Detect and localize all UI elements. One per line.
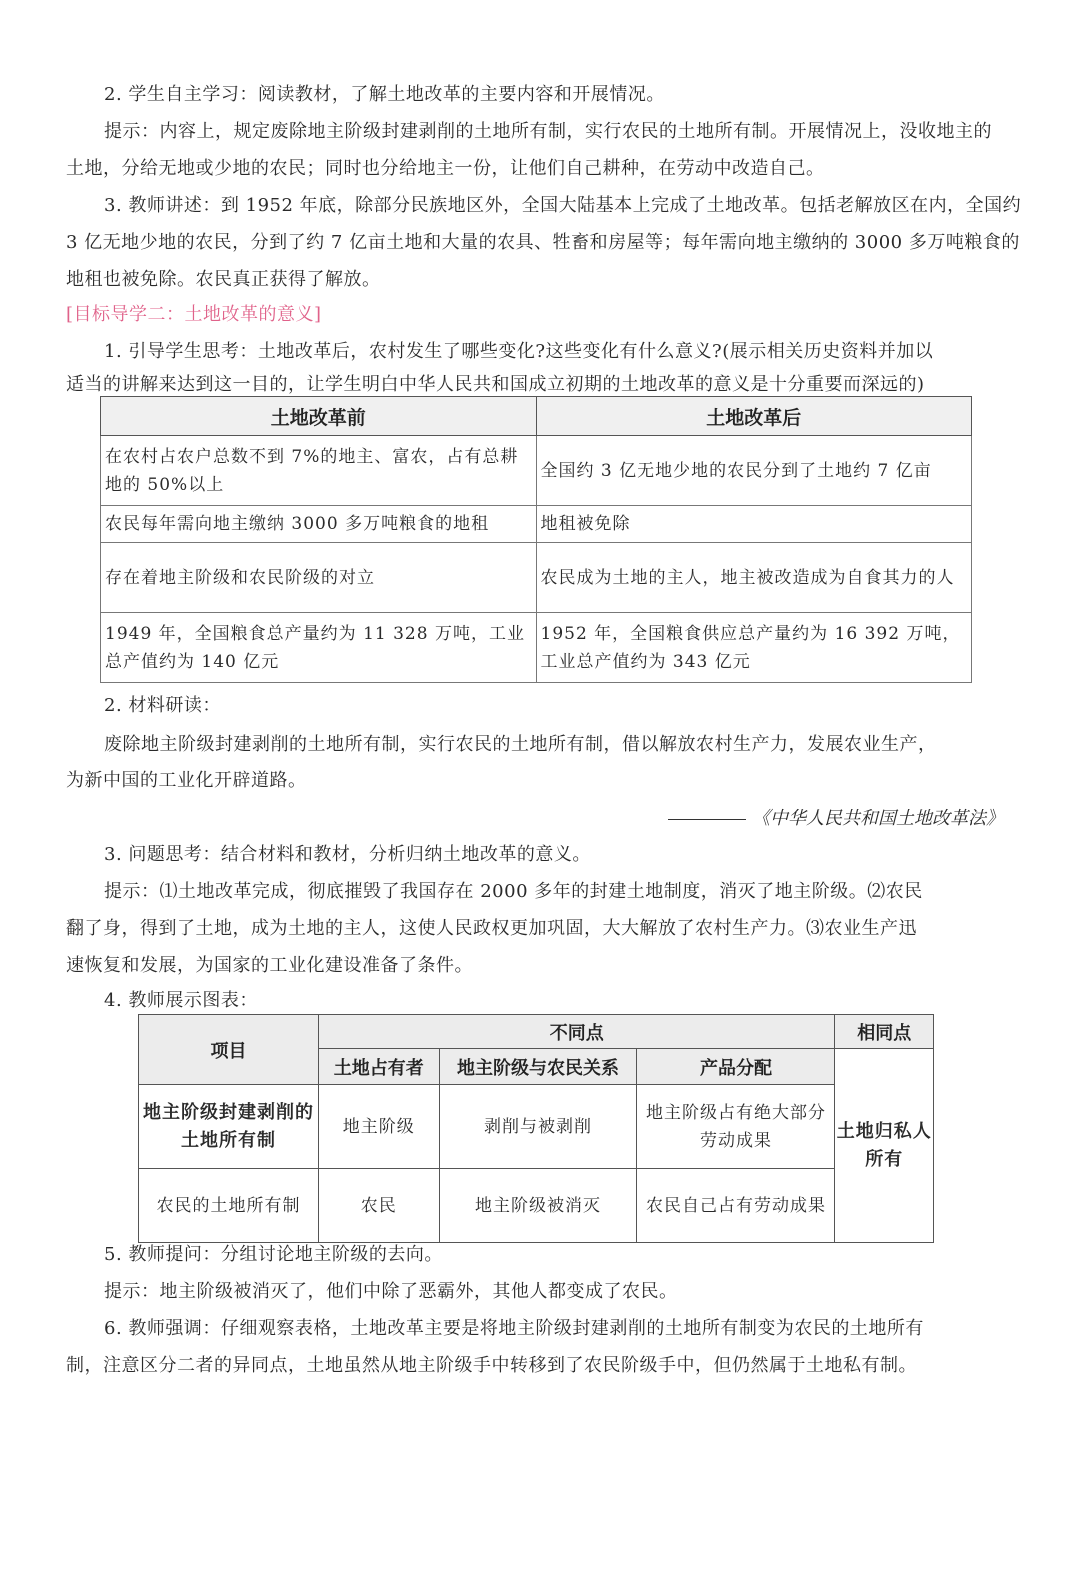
paragraph: 1. 引导学生思考：土地改革后，农村发生了哪些变化?这些变化有什么意义?(展示相关历史资料并加以 [104, 341, 934, 362]
table-header: 项目 [139, 1015, 319, 1085]
paragraph: 3. 教师讲述：到 1952 年底，除部分民族地区外，全国大陆基本上完成了土地改革。包括老解放区在内，全国约 [104, 195, 1022, 216]
table-cell: 地主阶级 [319, 1085, 439, 1169]
table-header: 不同点 [319, 1015, 835, 1049]
paragraph: 3. 问题思考：结合材料和教材，分析归纳土地改革的意义。 [104, 844, 591, 865]
paragraph: 5. 教师提问：分组讨论地主阶级的去向。 [104, 1244, 443, 1265]
table-cell: 土地归私人所有 [835, 1049, 934, 1243]
table-subheader: 地主阶级与农民关系 [439, 1049, 637, 1085]
table-cell: 全国约 3 亿无地少地的农民分到了土地约 7 亿亩 [536, 436, 972, 506]
table-header: 相同点 [835, 1015, 934, 1049]
land-reform-comparison-table [100, 396, 972, 683]
table-header: 土地改革前 [101, 397, 537, 436]
table-cell: 地租被免除 [536, 506, 972, 543]
section-heading: [目标导学二：土地改革的意义] [66, 304, 322, 325]
table-subheader: 土地占有者 [319, 1049, 439, 1085]
paragraph: 3 亿无地少地的农民，分到了约 7 亿亩土地和大量的农具、牲畜和房屋等；每年需向地主缴纳的 3000 多万吨粮食的 [66, 232, 1020, 253]
paragraph: 翻了身，得到了土地，成为土地的主人，这使人民政权更加巩固，大大解放了农村生产力。⑶农业生产迅 [66, 918, 917, 939]
table-cell: 1949 年，全国粮食总产量约为 11 328 万吨，工业总产值约为 140 亿元 [101, 613, 537, 683]
paragraph: 6. 教师强调：仔细观察表格，土地改革主要是将地主阶级封建剥削的土地所有制变为农民的土地所有 [104, 1318, 924, 1339]
paragraph: 提示：内容上，规定废除地主阶级封建剥削的土地所有制，实行农民的土地所有制。开展情况上，没收地主的 [104, 121, 992, 142]
paragraph: 提示：⑴土地改革完成，彻底摧毁了我国存在 2000 多年的封建土地制度，消灭了地主阶级。⑵农民 [104, 881, 923, 902]
quote-source [668, 800, 1004, 837]
paragraph: 废除地主阶级封建剥削的土地所有制，实行农民的土地所有制，借以解放农村生产力，发展农业生产， [104, 734, 937, 755]
table-cell: 农民自己占有劳动成果 [637, 1169, 835, 1243]
paragraph: 地租也被免除。农民真正获得了解放。 [66, 269, 381, 290]
table-cell: 农民 [319, 1169, 439, 1243]
paragraph: 2. 学生自主学习：阅读教材，了解土地改革的主要内容和开展情况。 [104, 84, 665, 105]
paragraph: 为新中国的工业化开辟道路。 [66, 770, 307, 791]
dash-line [668, 819, 746, 820]
paragraph: 制，注意区分二者的异同点，土地虽然从地主阶级手中转移到了农民阶级手中，但仍然属于土地私有制。 [66, 1355, 917, 1376]
paragraph: 土地，分给无地或少地的农民；同时也分给地主一份，让他们自己耕种，在劳动中改造自己。 [66, 158, 825, 179]
paragraph: 4. 教师展示图表： [104, 990, 258, 1011]
paragraph: 2. 材料研读： [104, 695, 221, 716]
table-cell: 在农村占农户总数不到 7%的地主、富农，占有总耕地的 50%以上 [101, 436, 537, 506]
paragraph: 速恢复和发展，为国家的工业化建设准备了条件。 [66, 955, 473, 976]
table-header: 土地改革后 [536, 397, 972, 436]
table-row-label: 农民的土地所有制 [139, 1169, 319, 1243]
table-cell: 农民每年需向地主缴纳 3000 多万吨粮食的地租 [101, 506, 537, 543]
table-cell: 1952 年，全国粮食供应总产量约为 16 392 万吨，工业总产值约为 343 亿元 [536, 613, 972, 683]
quote-source-text: 《中华人民共和国土地改革法》 [752, 808, 1004, 829]
land-ownership-comparison-table [138, 1014, 934, 1243]
table-cell: 地主阶级被消灭 [439, 1169, 637, 1243]
table-cell: 地主阶级占有绝大部分劳动成果 [637, 1085, 835, 1169]
paragraph: 提示：地主阶级被消灭了，他们中除了恶霸外，其他人都变成了农民。 [104, 1281, 678, 1302]
table-cell: 剥削与被剥削 [439, 1085, 637, 1169]
table-cell: 农民成为土地的主人，地主被改造成为自食其力的人 [536, 543, 972, 613]
table-row-label: 地主阶级封建剥削的土地所有制 [139, 1085, 319, 1169]
paragraph: 适当的讲解来达到这一目的，让学生明白中华人民共和国成立初期的土地改革的意义是十分重要而深远的) [66, 374, 925, 395]
table-cell: 存在着地主阶级和农民阶级的对立 [101, 543, 537, 613]
table-subheader: 产品分配 [637, 1049, 835, 1085]
